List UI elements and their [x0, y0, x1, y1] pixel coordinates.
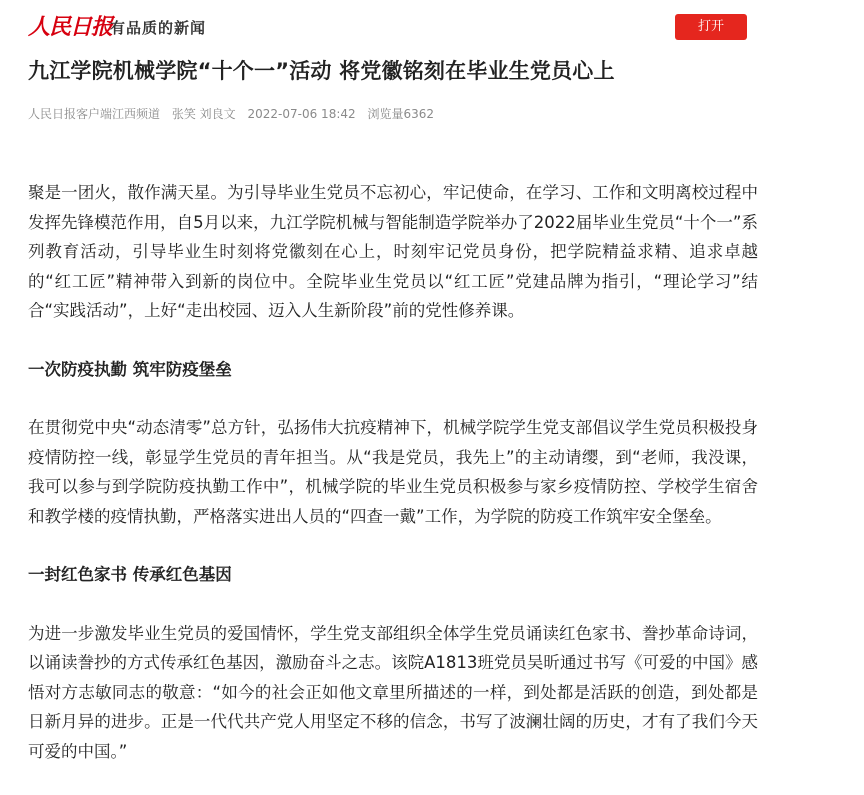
people-daily-logo[interactable]: 人民日报: [28, 14, 113, 40]
article-authors: 张笑 刘良文: [171, 107, 236, 121]
open-app-button[interactable]: 打开: [675, 14, 747, 40]
section-heading: 一次防疫执勤 筑牢防疫堡垒: [28, 359, 232, 379]
top-bar: [0, 0, 864, 54]
article-paragraph: 为进一步激发毕业生党员的爱国情怀，学生党支部组织全体学生党员诵读红色家书、誊抄革命诗词，以诵读誊抄的方式传承红色基因，激励奋斗之志。该院A1813班党员吴昕通过书写《可爱的中国》感悟对方志敏同志的敬意：“如今的社会正如他文章里所描述的一样，到处都是活跃的创造，到处都是日新月异的进步。正是一代代共产党人用坚定不移的信念，书写了波澜壮阔的历史，才有了我们今天可爱的中国。”: [28, 623, 758, 761]
section-heading: 一封红色家书 传承红色基因: [28, 565, 232, 584]
article-paragraph: 聚是一团火，散作满天星。为引导毕业生党员不忘初心，牢记使命，在学习、工作和文明离校过程中发挥先锋模范作用，自5月以来，九江学院机械与智能制造学院举办了2022届毕业生党员“十个一”系列教育活动，引导毕业生时刻将党徽刻在心上，时刻牢记党员身份，把学院精益求精、追求卓越的“红工匠”精神带入到新的岗位中。全院毕业生党员以“红工匠”党建品牌为指引，“理论学习”结合“实践活动”，上好“走出校园、迈入人生新阶段”前的党性修养课。: [28, 183, 758, 320]
article-paragraph: 在贯彻党中央“动态清零”总方针，弘扬伟大抗疫精神下，机械学院学生党支部倡议学生党员积极投身疫情防控一线，彰显学生党员的青年担当。从“我是党员，我先上”的主动请缨，到“老师，我没课，我可以参与到学院防疫执勤工作中”，机械学院的毕业生党员积极参与家乡疫情防控、学校学生宿舍和教学楼的疫情执勤，严格落实进出人员的“四查一戴”工作，为学院的防疫工作筑牢安全堡垒。: [28, 418, 758, 526]
article-datetime: 2022-07-06 18:42: [247, 107, 356, 121]
article-body: [28, 178, 758, 766]
article-title: 九江学院机械学院“十个一”活动 将党徽铭刻在毕业生党员心上: [28, 59, 615, 83]
article-source: 人民日报客户端江西频道: [28, 107, 161, 121]
slogan: 有品质的新闻: [110, 19, 207, 37]
article-meta: [28, 106, 442, 122]
article-views: 浏览量6362: [367, 107, 435, 121]
